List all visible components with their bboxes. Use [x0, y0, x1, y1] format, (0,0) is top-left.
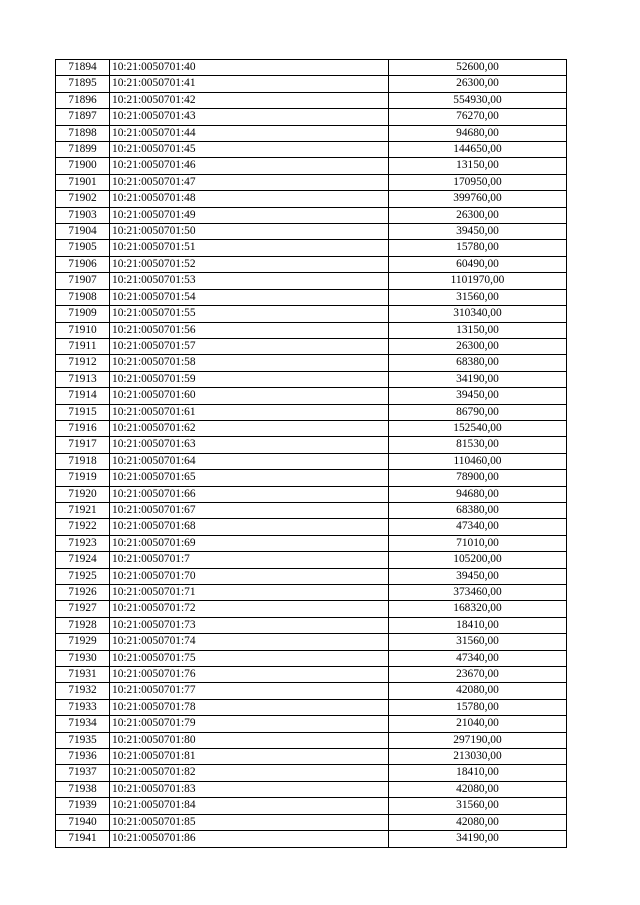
ledger-table-body — [56, 60, 567, 848]
amount-cell: 13150,00 — [389, 322, 567, 338]
cadastral-number-cell: 10:21:0050701:77 — [110, 683, 389, 699]
table-row — [56, 158, 567, 174]
table-row — [56, 486, 567, 502]
table-row — [56, 765, 567, 781]
row-number-cell: 71894 — [56, 60, 110, 76]
row-number-cell: 71914 — [56, 388, 110, 404]
amount-cell: 26300,00 — [389, 338, 567, 354]
table-row — [56, 634, 567, 650]
row-number-cell: 71915 — [56, 404, 110, 420]
table-row — [56, 92, 567, 108]
table-row — [56, 420, 567, 436]
table-row — [56, 256, 567, 272]
table-row — [56, 207, 567, 223]
row-number-cell: 71901 — [56, 174, 110, 190]
row-number-cell: 71931 — [56, 667, 110, 683]
table-row — [56, 683, 567, 699]
amount-cell: 1101970,00 — [389, 273, 567, 289]
row-number-cell: 71932 — [56, 683, 110, 699]
cadastral-number-cell: 10:21:0050701:80 — [110, 732, 389, 748]
row-number-cell: 71926 — [56, 585, 110, 601]
cadastral-number-cell: 10:21:0050701:67 — [110, 502, 389, 518]
amount-cell: 68380,00 — [389, 355, 567, 371]
amount-cell: 68380,00 — [389, 502, 567, 518]
row-number-cell: 71898 — [56, 125, 110, 141]
cadastral-number-cell: 10:21:0050701:71 — [110, 585, 389, 601]
cadastral-number-cell: 10:21:0050701:72 — [110, 601, 389, 617]
table-row — [56, 502, 567, 518]
ledger-table — [55, 59, 567, 848]
cadastral-number-cell: 10:21:0050701:52 — [110, 256, 389, 272]
table-row — [56, 174, 567, 190]
cadastral-number-cell: 10:21:0050701:58 — [110, 355, 389, 371]
amount-cell: 94680,00 — [389, 486, 567, 502]
row-number-cell: 71925 — [56, 568, 110, 584]
amount-cell: 60490,00 — [389, 256, 567, 272]
cadastral-number-cell: 10:21:0050701:41 — [110, 76, 389, 92]
amount-cell: 42080,00 — [389, 781, 567, 797]
amount-cell: 15780,00 — [389, 699, 567, 715]
amount-cell: 76270,00 — [389, 109, 567, 125]
table-row — [56, 798, 567, 814]
amount-cell: 554930,00 — [389, 92, 567, 108]
table-row — [56, 240, 567, 256]
row-number-cell: 71909 — [56, 306, 110, 322]
table-row — [56, 699, 567, 715]
amount-cell: 42080,00 — [389, 683, 567, 699]
cadastral-number-cell: 10:21:0050701:63 — [110, 437, 389, 453]
cadastral-number-cell: 10:21:0050701:66 — [110, 486, 389, 502]
cadastral-number-cell: 10:21:0050701:64 — [110, 453, 389, 469]
row-number-cell: 71896 — [56, 92, 110, 108]
row-number-cell: 71929 — [56, 634, 110, 650]
amount-cell: 110460,00 — [389, 453, 567, 469]
amount-cell: 34190,00 — [389, 831, 567, 847]
table-row — [56, 732, 567, 748]
cadastral-number-cell: 10:21:0050701:44 — [110, 125, 389, 141]
table-row — [56, 76, 567, 92]
row-number-cell: 71900 — [56, 158, 110, 174]
cadastral-number-cell: 10:21:0050701:82 — [110, 765, 389, 781]
cadastral-number-cell: 10:21:0050701:68 — [110, 519, 389, 535]
row-number-cell: 71906 — [56, 256, 110, 272]
table-row — [56, 470, 567, 486]
amount-cell: 144650,00 — [389, 142, 567, 158]
row-number-cell: 71919 — [56, 470, 110, 486]
row-number-cell: 71923 — [56, 535, 110, 551]
table-row — [56, 814, 567, 830]
row-number-cell: 71899 — [56, 142, 110, 158]
cadastral-number-cell: 10:21:0050701:86 — [110, 831, 389, 847]
cadastral-number-cell: 10:21:0050701:57 — [110, 338, 389, 354]
row-number-cell: 71927 — [56, 601, 110, 617]
table-row — [56, 404, 567, 420]
row-number-cell: 71920 — [56, 486, 110, 502]
amount-cell: 39450,00 — [389, 568, 567, 584]
amount-cell: 170950,00 — [389, 174, 567, 190]
table-row — [56, 519, 567, 535]
table-row — [56, 667, 567, 683]
row-number-cell: 71934 — [56, 716, 110, 732]
cadastral-number-cell: 10:21:0050701:56 — [110, 322, 389, 338]
amount-cell: 18410,00 — [389, 765, 567, 781]
row-number-cell: 71941 — [56, 831, 110, 847]
cadastral-number-cell: 10:21:0050701:76 — [110, 667, 389, 683]
row-number-cell: 71933 — [56, 699, 110, 715]
table-row — [56, 109, 567, 125]
table-row — [56, 749, 567, 765]
cadastral-number-cell: 10:21:0050701:74 — [110, 634, 389, 650]
amount-cell: 31560,00 — [389, 798, 567, 814]
amount-cell: 152540,00 — [389, 420, 567, 436]
row-number-cell: 71924 — [56, 552, 110, 568]
row-number-cell: 71940 — [56, 814, 110, 830]
cadastral-number-cell: 10:21:0050701:78 — [110, 699, 389, 715]
amount-cell: 31560,00 — [389, 289, 567, 305]
cadastral-number-cell: 10:21:0050701:48 — [110, 191, 389, 207]
amount-cell: 18410,00 — [389, 617, 567, 633]
cadastral-number-cell: 10:21:0050701:42 — [110, 92, 389, 108]
amount-cell: 26300,00 — [389, 76, 567, 92]
row-number-cell: 71911 — [56, 338, 110, 354]
table-row — [56, 371, 567, 387]
row-number-cell: 71936 — [56, 749, 110, 765]
table-row — [56, 273, 567, 289]
row-number-cell: 71937 — [56, 765, 110, 781]
amount-cell: 297190,00 — [389, 732, 567, 748]
row-number-cell: 71902 — [56, 191, 110, 207]
table-row — [56, 306, 567, 322]
table-row — [56, 552, 567, 568]
table-row — [56, 355, 567, 371]
cadastral-number-cell: 10:21:0050701:40 — [110, 60, 389, 76]
row-number-cell: 71939 — [56, 798, 110, 814]
table-row — [56, 388, 567, 404]
table-row — [56, 781, 567, 797]
row-number-cell: 71921 — [56, 502, 110, 518]
cadastral-number-cell: 10:21:0050701:65 — [110, 470, 389, 486]
amount-cell: 81530,00 — [389, 437, 567, 453]
cadastral-number-cell: 10:21:0050701:43 — [110, 109, 389, 125]
cadastral-number-cell: 10:21:0050701:54 — [110, 289, 389, 305]
row-number-cell: 71895 — [56, 76, 110, 92]
amount-cell: 13150,00 — [389, 158, 567, 174]
table-row — [56, 224, 567, 240]
amount-cell: 213030,00 — [389, 749, 567, 765]
row-number-cell: 71897 — [56, 109, 110, 125]
table-row — [56, 535, 567, 551]
table-row — [56, 437, 567, 453]
row-number-cell: 71912 — [56, 355, 110, 371]
amount-cell: 86790,00 — [389, 404, 567, 420]
cadastral-number-cell: 10:21:0050701:62 — [110, 420, 389, 436]
row-number-cell: 71913 — [56, 371, 110, 387]
cadastral-number-cell: 10:21:0050701:85 — [110, 814, 389, 830]
amount-cell: 94680,00 — [389, 125, 567, 141]
cadastral-number-cell: 10:21:0050701:53 — [110, 273, 389, 289]
row-number-cell: 71918 — [56, 453, 110, 469]
table-row — [56, 60, 567, 76]
cadastral-number-cell: 10:21:0050701:55 — [110, 306, 389, 322]
cadastral-number-cell: 10:21:0050701:7 — [110, 552, 389, 568]
table-row — [56, 338, 567, 354]
cadastral-number-cell: 10:21:0050701:75 — [110, 650, 389, 666]
table-row — [56, 617, 567, 633]
cadastral-number-cell: 10:21:0050701:61 — [110, 404, 389, 420]
cadastral-number-cell: 10:21:0050701:45 — [110, 142, 389, 158]
row-number-cell: 71908 — [56, 289, 110, 305]
table-row — [56, 585, 567, 601]
table-row — [56, 716, 567, 732]
cadastral-number-cell: 10:21:0050701:69 — [110, 535, 389, 551]
row-number-cell: 71916 — [56, 420, 110, 436]
table-row — [56, 289, 567, 305]
row-number-cell: 71903 — [56, 207, 110, 223]
amount-cell: 373460,00 — [389, 585, 567, 601]
amount-cell: 105200,00 — [389, 552, 567, 568]
cadastral-number-cell: 10:21:0050701:83 — [110, 781, 389, 797]
document-page — [55, 59, 566, 848]
cadastral-number-cell: 10:21:0050701:50 — [110, 224, 389, 240]
row-number-cell: 71910 — [56, 322, 110, 338]
amount-cell: 71010,00 — [389, 535, 567, 551]
amount-cell: 168320,00 — [389, 601, 567, 617]
amount-cell: 15780,00 — [389, 240, 567, 256]
row-number-cell: 71928 — [56, 617, 110, 633]
row-number-cell: 71935 — [56, 732, 110, 748]
amount-cell: 21040,00 — [389, 716, 567, 732]
table-row — [56, 142, 567, 158]
cadastral-number-cell: 10:21:0050701:70 — [110, 568, 389, 584]
table-row — [56, 568, 567, 584]
cadastral-number-cell: 10:21:0050701:84 — [110, 798, 389, 814]
amount-cell: 399760,00 — [389, 191, 567, 207]
amount-cell: 26300,00 — [389, 207, 567, 223]
amount-cell: 34190,00 — [389, 371, 567, 387]
row-number-cell: 71930 — [56, 650, 110, 666]
amount-cell: 39450,00 — [389, 388, 567, 404]
cadastral-number-cell: 10:21:0050701:79 — [110, 716, 389, 732]
cadastral-number-cell: 10:21:0050701:47 — [110, 174, 389, 190]
amount-cell: 47340,00 — [389, 650, 567, 666]
cadastral-number-cell: 10:21:0050701:81 — [110, 749, 389, 765]
amount-cell: 47340,00 — [389, 519, 567, 535]
table-row — [56, 125, 567, 141]
row-number-cell: 71907 — [56, 273, 110, 289]
table-row — [56, 601, 567, 617]
amount-cell: 23670,00 — [389, 667, 567, 683]
row-number-cell: 71917 — [56, 437, 110, 453]
cadastral-number-cell: 10:21:0050701:51 — [110, 240, 389, 256]
table-row — [56, 831, 567, 847]
row-number-cell: 71905 — [56, 240, 110, 256]
table-row — [56, 191, 567, 207]
table-row — [56, 453, 567, 469]
table-row — [56, 650, 567, 666]
cadastral-number-cell: 10:21:0050701:59 — [110, 371, 389, 387]
amount-cell: 310340,00 — [389, 306, 567, 322]
amount-cell: 31560,00 — [389, 634, 567, 650]
cadastral-number-cell: 10:21:0050701:73 — [110, 617, 389, 633]
amount-cell: 39450,00 — [389, 224, 567, 240]
cadastral-number-cell: 10:21:0050701:49 — [110, 207, 389, 223]
row-number-cell: 71922 — [56, 519, 110, 535]
amount-cell: 52600,00 — [389, 60, 567, 76]
row-number-cell: 71904 — [56, 224, 110, 240]
amount-cell: 78900,00 — [389, 470, 567, 486]
cadastral-number-cell: 10:21:0050701:46 — [110, 158, 389, 174]
row-number-cell: 71938 — [56, 781, 110, 797]
cadastral-number-cell: 10:21:0050701:60 — [110, 388, 389, 404]
amount-cell: 42080,00 — [389, 814, 567, 830]
table-row — [56, 322, 567, 338]
